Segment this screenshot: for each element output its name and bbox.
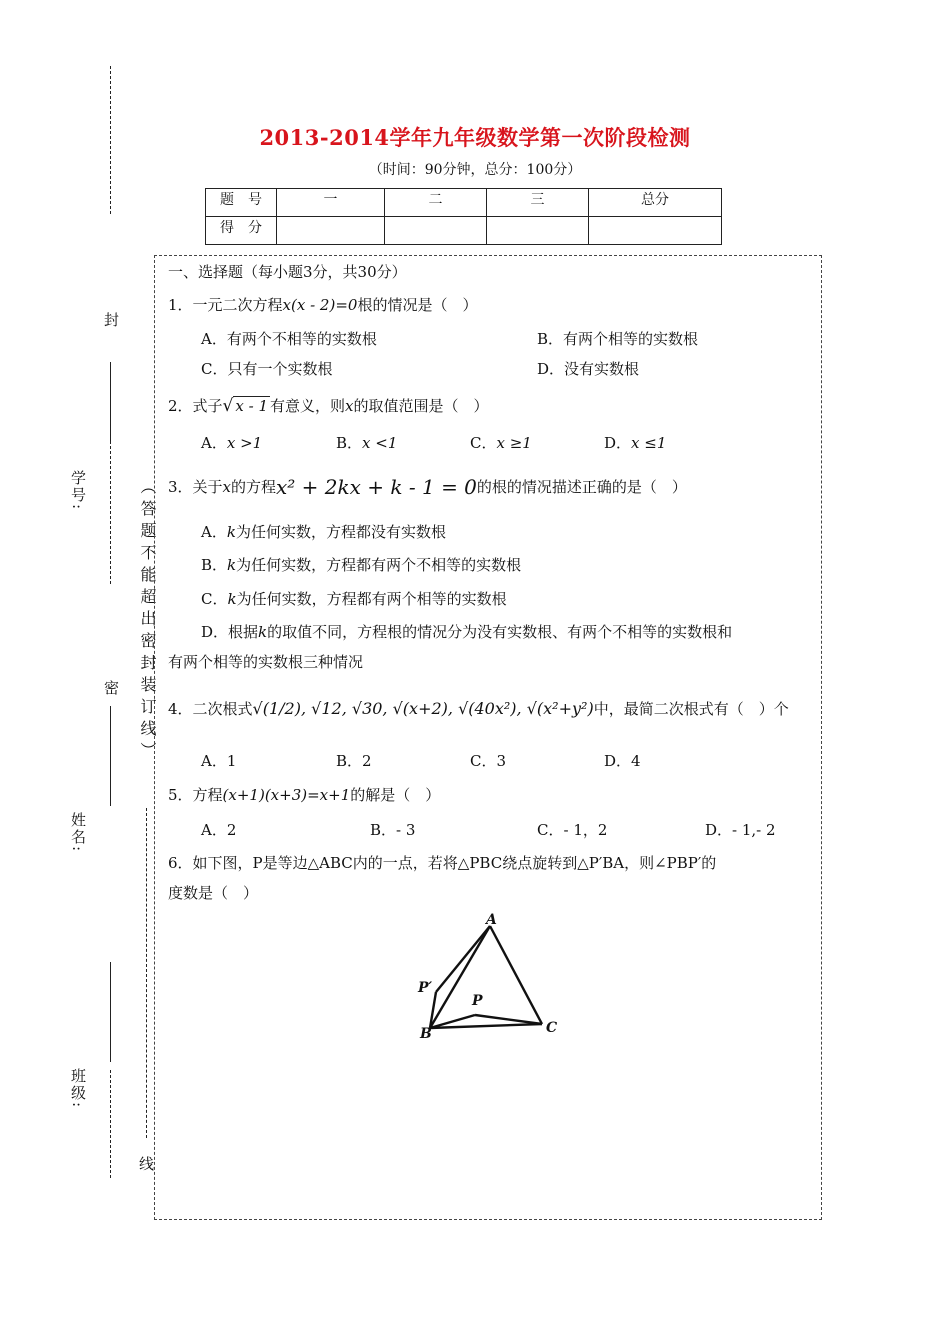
q1-stem: 1．一元二次方程 bbox=[168, 296, 283, 314]
margin-xian: 线 bbox=[137, 1156, 155, 1173]
score-input-total[interactable] bbox=[589, 217, 722, 245]
table-cell: 题 号 bbox=[206, 189, 277, 217]
q4-option-b[interactable]: B．2 bbox=[336, 752, 372, 770]
margin-line bbox=[110, 962, 111, 1062]
margin-feng: 封 bbox=[102, 312, 120, 329]
q2-option-b[interactable]: B．x <1 bbox=[336, 434, 398, 452]
binding-line-bottom bbox=[110, 1070, 111, 1178]
q2-option-c[interactable]: C．x ≥1 bbox=[470, 434, 532, 452]
question-1 bbox=[168, 294, 477, 316]
question-5: 5．方程(x+1)(x+3)=x+1的解是（ ） bbox=[168, 786, 441, 804]
q3-option-d[interactable]: D．根据k的取值不同，方程根的情况分为没有实数根、有两个不相等的实数根和 bbox=[201, 623, 733, 641]
question-6-cont: 度数是（ ） bbox=[168, 884, 259, 902]
edge-ap1 bbox=[436, 926, 490, 992]
q2-option-a[interactable]: A．x >1 bbox=[201, 434, 263, 452]
margin-xingming: 姓名: bbox=[69, 812, 87, 854]
question-6: 6．如下图，P是等边△ABC内的一点，若将△PBC绕点旋转到△P′BA，则∠PBP′的 bbox=[168, 854, 717, 872]
q4-option-a[interactable]: A．1 bbox=[201, 752, 237, 770]
q3-option-b[interactable]: B．k为任何实数，方程都有两个不相等的实数根 bbox=[201, 556, 522, 574]
score-input-2[interactable] bbox=[385, 217, 487, 245]
q2-var: x bbox=[345, 397, 354, 415]
q3-option-a[interactable]: A．k为任何实数，方程都没有实数根 bbox=[201, 523, 446, 541]
question-3: 3．关于x的方程x² + 2kx + k - 1 = 0的根的情况描述正确的是（ ） bbox=[168, 475, 687, 499]
q3-expr: x² + 2kx + k - 1 = 0 bbox=[276, 475, 477, 499]
binding-line bbox=[110, 436, 111, 584]
q2-stem: 2．式子 bbox=[168, 397, 223, 415]
q2-option-d[interactable]: D．x ≤1 bbox=[604, 434, 667, 452]
margin-line bbox=[110, 706, 111, 806]
q1-option-d[interactable]: D．没有实数根 bbox=[537, 360, 640, 378]
q1-option-a[interactable]: A．有两个不相等的实数根 bbox=[201, 330, 377, 348]
q5-option-c[interactable]: C．- 1，2 bbox=[537, 821, 608, 839]
q5-option-a[interactable]: A．2 bbox=[201, 821, 237, 839]
label-p-prime: P′ bbox=[418, 980, 433, 996]
q2-stem-mid: 有意义，则 bbox=[270, 397, 346, 415]
margin-line bbox=[110, 362, 111, 442]
label-a: A bbox=[486, 912, 497, 928]
label-b: B bbox=[420, 1026, 432, 1042]
q5-option-b[interactable]: B．- 3 bbox=[370, 821, 416, 839]
edge-ac bbox=[490, 926, 542, 1024]
triangle-figure bbox=[410, 912, 570, 1042]
binding-line-top bbox=[110, 66, 111, 214]
q1-stem-end: 根的情况是（ ） bbox=[357, 296, 478, 314]
question-4: 4．二次根式√(1/2), √12, √30, √(x+2), √(40x²), √(x²+y²)中，最简二次根式有（ ）个 bbox=[168, 699, 789, 718]
margin-banji: 班级: bbox=[69, 1068, 87, 1110]
table-cell: 一 bbox=[277, 189, 385, 217]
edge-ab bbox=[430, 926, 490, 1028]
margin-mi: 密 bbox=[102, 680, 120, 697]
edge-bc bbox=[430, 1024, 542, 1028]
q4-option-d[interactable]: D．4 bbox=[604, 752, 641, 770]
edge-pc bbox=[475, 1015, 542, 1024]
q3-option-d-cont: 有两个相等的实数根三种情况 bbox=[168, 653, 364, 671]
section-heading: 一、选择题（每小题3分，共30分） bbox=[168, 263, 407, 281]
question-2 bbox=[168, 395, 489, 417]
table-cell: 二 bbox=[385, 189, 487, 217]
q4-option-c[interactable]: C．3 bbox=[470, 752, 507, 770]
q2-expr: x - 1 bbox=[235, 397, 268, 415]
table-cell: 三 bbox=[487, 189, 589, 217]
binding-line-inner bbox=[146, 808, 147, 1138]
page-title: 2013-2014学年九年级数学第一次阶段检测 bbox=[259, 125, 691, 150]
q1-option-b[interactable]: B．有两个相等的实数根 bbox=[537, 330, 699, 348]
q4-expr: √(1/2), √12, √30, √(x+2), √(40x²), √(x²+y²) bbox=[252, 699, 594, 718]
margin-xuehao: 学号: bbox=[69, 470, 87, 512]
q5-option-d[interactable]: D．- 1,- 2 bbox=[705, 821, 776, 839]
q2-stem-end: 的取值范围是（ ） bbox=[353, 397, 489, 415]
q5-expr: (x+1)(x+3)=x+1 bbox=[222, 786, 351, 804]
table-cell: 总分 bbox=[589, 189, 722, 217]
label-c: C bbox=[546, 1020, 558, 1036]
q1-option-c[interactable]: C．只有一个实数根 bbox=[201, 360, 333, 378]
q1-expr: x(x - 2)=0 bbox=[282, 296, 358, 314]
score-table bbox=[205, 188, 722, 245]
margin-notice: （答题不能超出密封装订线） bbox=[138, 478, 157, 764]
table-cell: 得 分 bbox=[206, 217, 277, 245]
page-subtitle: （时间：90分钟，总分：100分） bbox=[368, 162, 582, 178]
score-input-3[interactable] bbox=[487, 217, 589, 245]
score-input-1[interactable] bbox=[277, 217, 385, 245]
sqrt-sign: √ bbox=[222, 396, 234, 416]
q3-option-c[interactable]: C．k为任何实数，方程都有两个相等的实数根 bbox=[201, 590, 507, 608]
label-p: P bbox=[472, 993, 483, 1009]
